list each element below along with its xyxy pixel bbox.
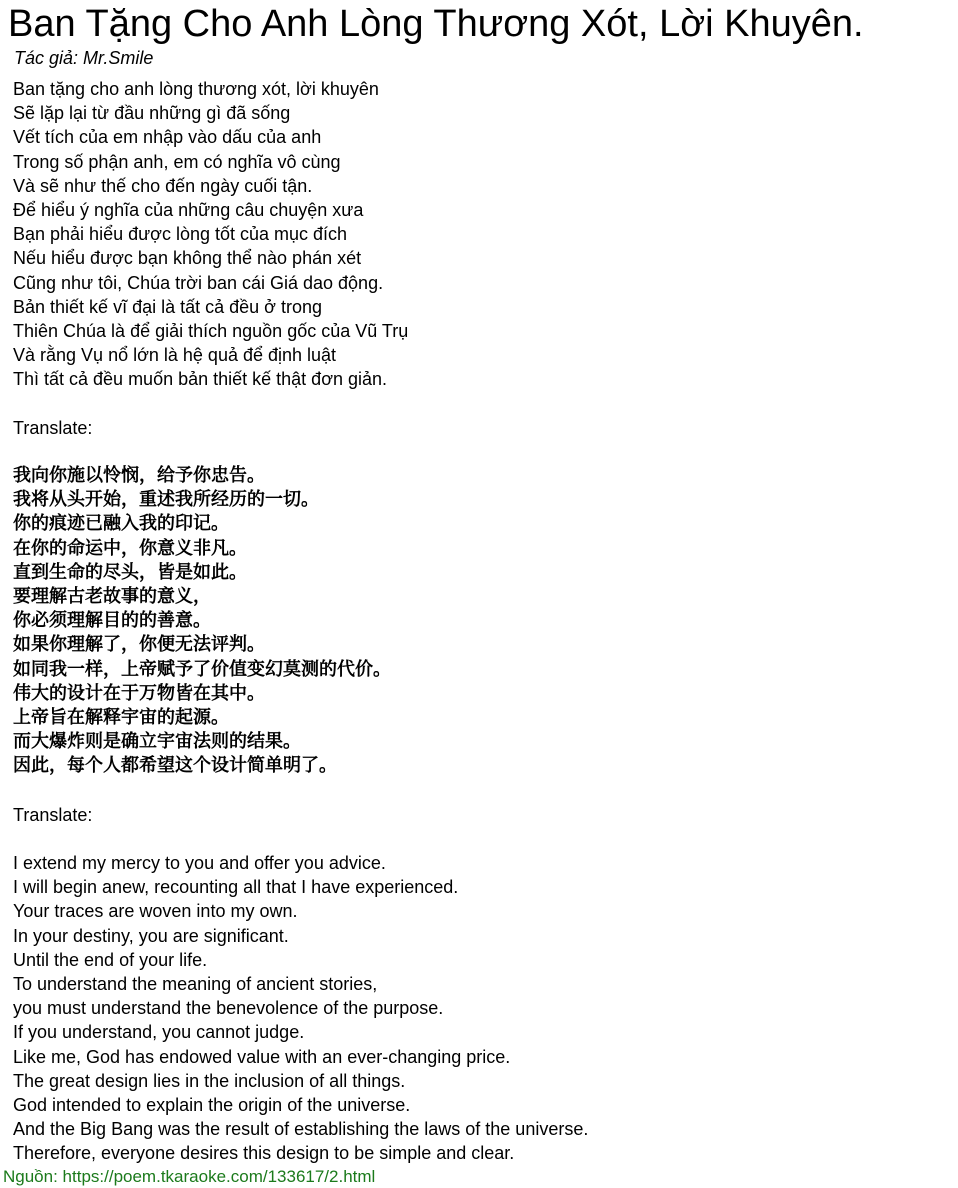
- blank-line: [13, 778, 943, 802]
- english-stanza: [13, 851, 943, 1165]
- poem-line: Và sẽ như thế cho đến ngày cuối tận.: [13, 175, 313, 196]
- poem-line: Therefore, everyone desires this design to be simple and clear.: [13, 1143, 515, 1164]
- translate-label: Translate:: [13, 804, 93, 825]
- poem-line: Like me, God has endowed value with an ever-changing price.: [13, 1046, 511, 1067]
- poem-line: 直到生命的尽头，皆是如此。: [13, 561, 247, 583]
- poem-line: 你的痕迹已融入我的印记。: [13, 513, 229, 535]
- source-line: Nguồn: https://poem.tkaraoke.com/133617/2.html: [3, 1167, 376, 1186]
- poem-line: To understand the meaning of ancient stories,: [13, 973, 378, 994]
- poem-line: I will begin anew, recounting all that I have experienced.: [13, 877, 459, 898]
- poem-line: 我向你施以怜悯，给予你忠告。: [13, 465, 265, 486]
- poem-line: 如果你理解了，你便无法评判。: [13, 634, 265, 656]
- poem-line: you must understand the benevolence of the purpose.: [13, 998, 444, 1019]
- poem-line: The great design lies in the inclusion of all things.: [13, 1070, 406, 1091]
- poem-body: [13, 77, 943, 1165]
- poem-line: In your destiny, you are significant.: [13, 925, 289, 946]
- poem-line: Và rằng Vụ nổ lớn là hệ quả để định luật: [13, 345, 337, 366]
- poem-line: 如同我一样，上帝赋予了价值变幻莫测的代价。: [13, 658, 391, 680]
- poem-line: Nếu hiểu được bạn không thể nào phán xét: [13, 248, 362, 269]
- poem-line: 要理解古老故事的意义，: [13, 585, 211, 607]
- poem-line: 你必须理解目的的善意。: [13, 610, 211, 632]
- poem-line: Bản thiết kế vĩ đại là tất cả đều ở trong: [13, 296, 322, 317]
- poem-line: 伟大的设计在于万物皆在其中。: [13, 682, 265, 704]
- poem-line: 在你的命运中，你意义非凡。: [13, 537, 247, 559]
- poem-line: 因此，每个人都希望这个设计简单明了。: [13, 755, 337, 777]
- poem-line: 我将从头开始，重述我所经历的一切。: [13, 489, 319, 511]
- poem-line: Until the end of your life.: [13, 949, 208, 970]
- poem-line: Sẽ lặp lại từ đầu những gì đã sống: [13, 103, 291, 124]
- translate-label: Translate:: [13, 417, 93, 438]
- poem-line: God intended to explain the origin of the universe.: [13, 1094, 411, 1115]
- poem-line: Thiên Chúa là để giải thích nguồn gốc của Vũ Trụ: [13, 320, 409, 341]
- blank-line: [13, 440, 943, 464]
- poem-line: Bạn phải hiểu được lòng tốt của mục đích: [13, 224, 348, 245]
- poem-line: Vết tích của em nhập vào dấu của anh: [13, 127, 322, 148]
- vietnamese-stanza: [13, 77, 943, 391]
- blank-line: [13, 391, 943, 415]
- poem-line: Cũng như tôi, Chúa trời ban cái Giá dao động.: [13, 272, 384, 293]
- chinese-stanza: [13, 464, 943, 778]
- poem-line: Your traces are woven into my own.: [13, 901, 298, 922]
- poem-line: Để hiểu ý nghĩa của những câu chuyện xưa: [13, 199, 364, 220]
- poem-line: 上帝旨在解释宇宙的起源。: [13, 706, 229, 728]
- poem-line: If you understand, you cannot judge.: [13, 1022, 305, 1043]
- poem-line: Trong số phận anh, em có nghĩa vô cùng: [13, 151, 341, 172]
- author-line: Tác giả: Mr.Smile: [14, 48, 154, 68]
- blank-line: [13, 827, 943, 851]
- poem-line: 而大爆炸则是确立宇宙法则的结果。: [13, 731, 301, 753]
- poem-line: Ban tặng cho anh lòng thương xót, lời khuyên: [13, 79, 379, 99]
- page-title: Ban Tặng Cho Anh Lòng Thương Xót, Lời Khuyên.: [8, 3, 864, 45]
- poem-line: Thì tất cả đều muốn bản thiết kế thật đơn giản.: [13, 369, 388, 390]
- poem-line: I extend my mercy to you and offer you advice.: [13, 853, 386, 873]
- poem-line: And the Big Bang was the result of establishing the laws of the universe.: [13, 1119, 589, 1140]
